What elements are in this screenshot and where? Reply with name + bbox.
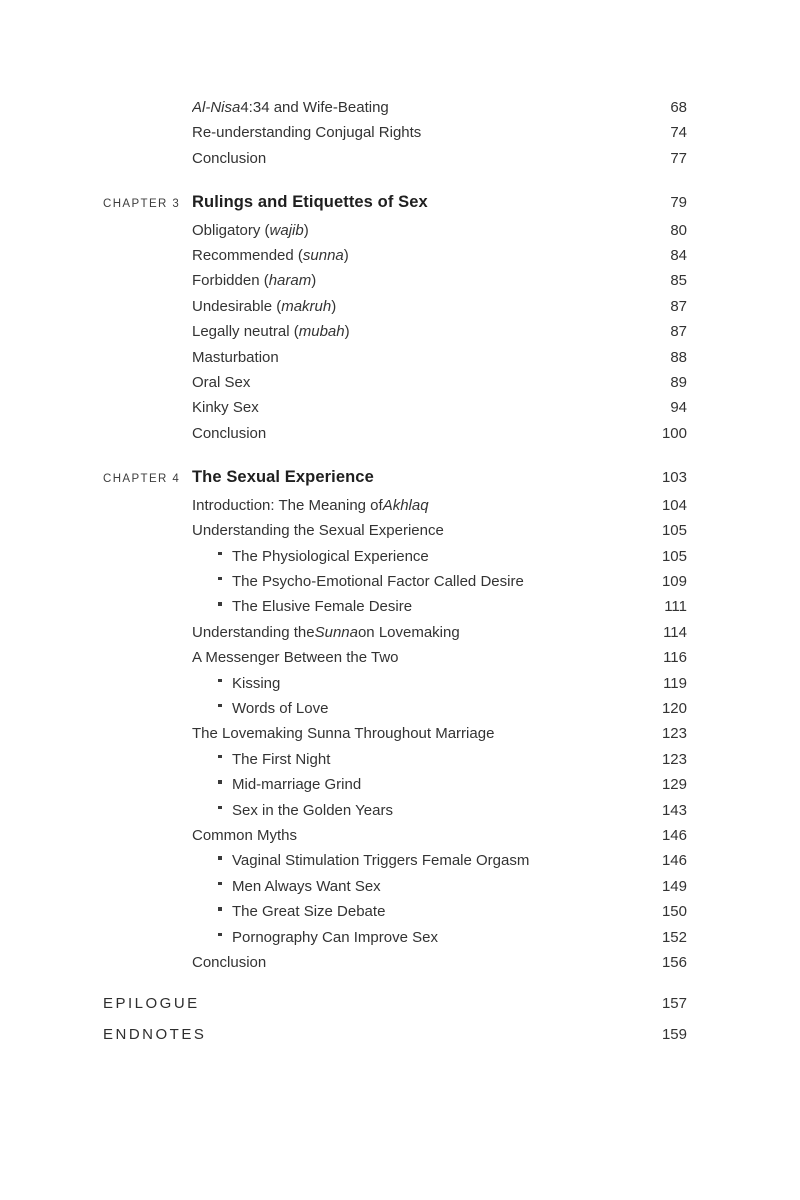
- page-number: 105: [661, 547, 687, 565]
- page-number: 79: [670, 194, 687, 212]
- page-number: 84: [670, 247, 687, 265]
- entry-title: Recommended ( sunna ): [192, 243, 658, 268]
- toc-entry-row: [103, 319, 687, 344]
- entry-title: Kinky Sex: [192, 399, 259, 417]
- italic-text: sunna: [302, 247, 344, 265]
- page-number: 109: [661, 572, 687, 590]
- entry-title: Conclusion: [192, 149, 267, 167]
- page-number: 77: [670, 149, 687, 167]
- page-number: 105: [661, 522, 687, 540]
- entry-title: Masturbation: [192, 348, 279, 366]
- toc-entry-row: [103, 370, 687, 395]
- toc-entry-row: [103, 243, 687, 268]
- entry-title: Legally neutral ( mubah ): [192, 319, 658, 344]
- italic-text: Al-Nisa: [192, 99, 241, 116]
- toc-entry-row: [103, 899, 687, 924]
- toc-entry-row: [103, 395, 687, 420]
- toc-entry-row: [103, 493, 687, 518]
- page-number: 152: [661, 928, 687, 946]
- page-number: 149: [661, 877, 687, 895]
- entry-title: Men Always Want Sex: [232, 877, 381, 895]
- entry-title: Mid-marriage Grind: [232, 776, 362, 794]
- entry-title: Oral Sex: [192, 374, 251, 392]
- page-number: 100: [661, 424, 687, 442]
- toc-entry-row: [103, 772, 687, 797]
- toc-entry-row: [103, 620, 687, 645]
- toc-entry-row: [103, 823, 687, 848]
- chapter-title: Rulings and Etiquettes of Sex: [192, 193, 428, 212]
- entry-title: The First Night: [232, 750, 331, 768]
- toc-entry-row: [103, 294, 687, 319]
- entry-title: The Psycho-Emotional Factor Called Desire: [232, 572, 524, 590]
- toc-entry-row: [103, 594, 687, 619]
- italic-text: mubah: [298, 323, 345, 341]
- page-number: 157: [661, 995, 687, 1013]
- page-number: 94: [670, 399, 687, 417]
- page-number: 146: [661, 826, 687, 844]
- page-number: 111: [664, 598, 687, 616]
- toc-entry-row: [103, 798, 687, 823]
- page-number: 80: [670, 221, 687, 239]
- italic-text: makruh: [281, 297, 332, 315]
- entry-title: The Elusive Female Desire: [232, 598, 413, 616]
- page-number: 146: [661, 852, 687, 870]
- page-number: 68: [670, 99, 687, 116]
- chapter-title: The Sexual Experience: [192, 468, 374, 487]
- toc-entry-row: [103, 218, 687, 243]
- toc-backmatter-row: [103, 991, 687, 1016]
- page-number: 120: [661, 699, 687, 717]
- chapter-label: CHAPTER 3: [103, 198, 181, 211]
- entry-title: Conclusion: [192, 424, 267, 442]
- entry-title: The Physiological Experience: [232, 547, 429, 565]
- backmatter-label: ENDNOTES: [103, 1025, 207, 1043]
- toc-chapter-row: [103, 190, 687, 217]
- toc-entry-row: [103, 848, 687, 873]
- entry-title: Words of Love: [232, 699, 329, 717]
- entry-title: Pornography Can Improve Sex: [232, 928, 438, 946]
- page-number: 156: [661, 954, 687, 971]
- page-number: 159: [661, 1025, 687, 1043]
- entry-title: Sex in the Golden Years: [232, 801, 393, 819]
- entry-title: Introduction: The Meaning of Akhlaq: [192, 493, 650, 518]
- toc-list: [0, 95, 800, 1047]
- toc-entry-row: [103, 874, 687, 899]
- entry-title: A Messenger Between the Two: [192, 649, 399, 667]
- page-number: 104: [661, 496, 687, 514]
- entry-title: Undesirable ( makruh ): [192, 294, 658, 319]
- entry-title: Re-understanding Conjugal Rights: [192, 124, 422, 142]
- toc-entry-row: [103, 721, 687, 746]
- italic-text: Akhlaq: [382, 496, 429, 514]
- toc-entry-row: [103, 569, 687, 594]
- toc-entry-row: [103, 518, 687, 543]
- entry-title: Understanding the Sexual Experience: [192, 522, 444, 540]
- page-number: 116: [663, 649, 687, 667]
- page-number: 123: [661, 725, 687, 743]
- page-number: 114: [663, 623, 687, 641]
- entry-title: Common Myths: [192, 826, 298, 844]
- page-number: 85: [670, 272, 687, 290]
- entry-title: Forbidden ( haram ): [192, 268, 658, 293]
- page-number: 87: [670, 323, 687, 341]
- chapter-label: CHAPTER 4: [103, 473, 181, 486]
- toc-entry-row: [103, 95, 687, 120]
- toc-backmatter-row: [103, 1022, 687, 1047]
- page-number: 87: [670, 297, 687, 315]
- page-number: 123: [661, 750, 687, 768]
- toc-entry-row: [103, 696, 687, 721]
- toc-entry-row: [103, 544, 687, 569]
- italic-text: Sunna: [314, 623, 358, 641]
- page-number: 119: [663, 674, 687, 692]
- page-number: 150: [661, 903, 687, 921]
- page-number: 89: [670, 374, 687, 392]
- page-number: 103: [661, 469, 687, 487]
- toc-entry-row: [103, 925, 687, 950]
- entry-title: Al-Nisa 4:34 and Wife-Beating: [192, 95, 658, 120]
- entry-title: Obligatory ( wajib ): [192, 218, 658, 243]
- entry-title: Conclusion: [192, 954, 267, 971]
- toc-entry-row: [103, 950, 687, 975]
- entry-title: The Great Size Debate: [232, 903, 386, 921]
- toc-entry-row: [103, 421, 687, 446]
- toc-chapter-row: [103, 465, 687, 492]
- italic-text: haram: [268, 272, 312, 290]
- page-number: 129: [661, 776, 687, 794]
- toc-entry-row: [103, 120, 687, 145]
- entry-title: The Lovemaking Sunna Throughout Marriage: [192, 725, 495, 743]
- toc-entry-row: [103, 747, 687, 772]
- toc-entry-row: [103, 146, 687, 171]
- page-number: 88: [670, 348, 687, 366]
- backmatter-label: EPILOGUE: [103, 995, 200, 1013]
- page-number: 74: [670, 124, 687, 142]
- italic-text: wajib: [269, 221, 304, 239]
- entry-title: Kissing: [232, 674, 281, 692]
- toc-entry-row: [103, 671, 687, 696]
- entry-title: Understanding the Sunna on Lovemaking: [192, 620, 651, 645]
- toc-entry-row: [103, 268, 687, 293]
- page-number: 143: [661, 801, 687, 819]
- toc-entry-row: [103, 645, 687, 670]
- entry-title: Vaginal Stimulation Triggers Female Orgasm: [232, 852, 530, 870]
- toc-entry-row: [103, 345, 687, 370]
